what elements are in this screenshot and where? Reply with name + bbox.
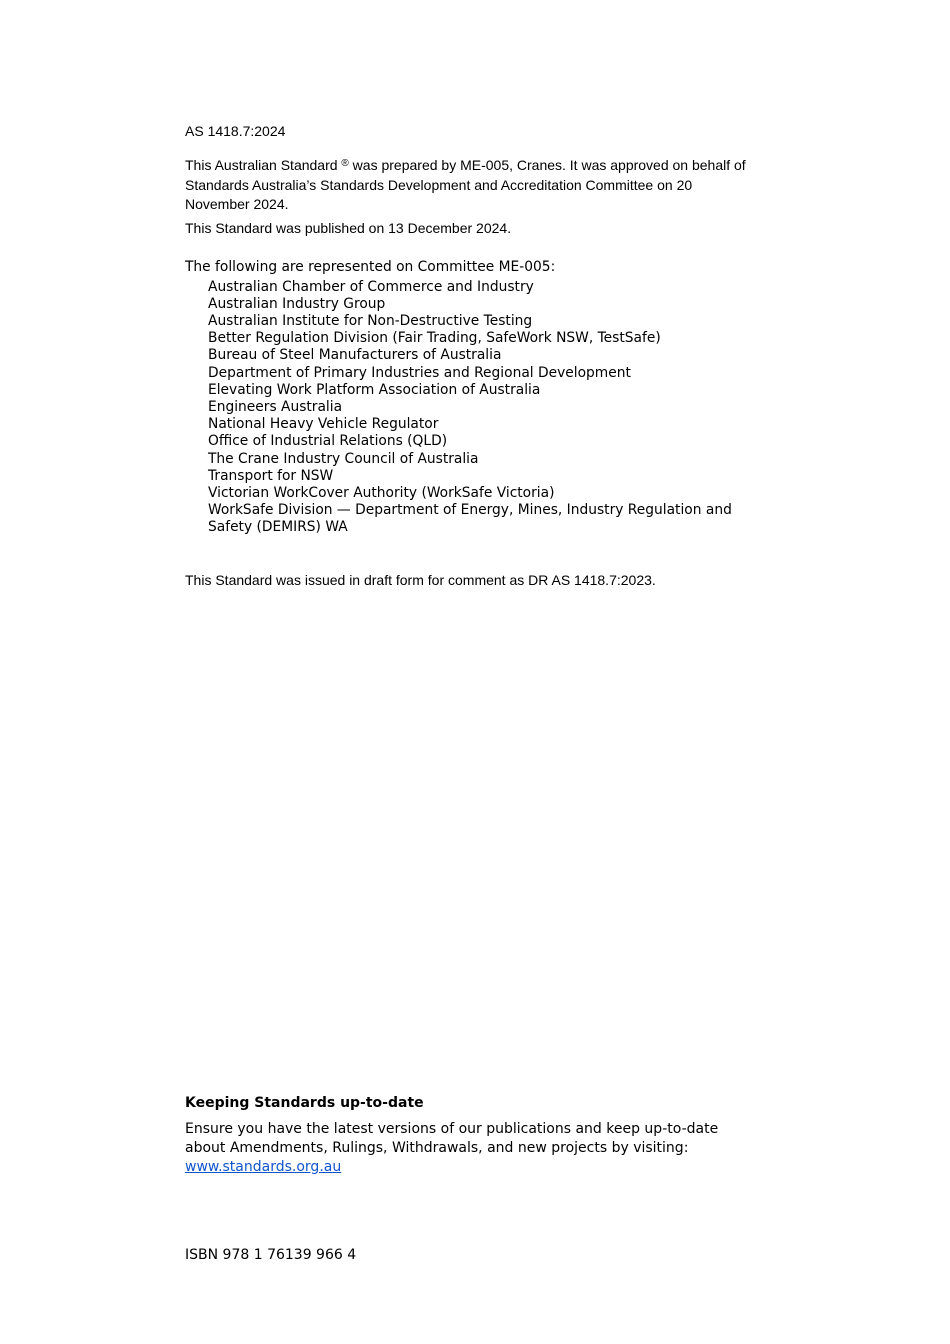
committee-member: Transport for NSW	[208, 467, 334, 484]
committee-member: Better Regulation Division (Fair Trading, SafeWork NSW, TestSafe)	[208, 330, 661, 347]
approval-statement	[185, 154, 760, 215]
committee-member: Australian Chamber of Commerce and Industry	[208, 278, 534, 295]
committee-member: WorkSafe Division — Department of Energy, Mines, Industry Regulation and Safety (DEMIRS) WA	[208, 502, 732, 536]
committee-member: Victorian WorkCover Authority (WorkSafe Victoria)	[208, 484, 555, 501]
keeping-up-to-date-text: Ensure you have the latest versions of our publications and keep up-to-date about Amendments, Rulings, Withdrawals, and new projects by visiting:	[185, 1121, 719, 1156]
committee-member: National Heavy Vehicle Regulator	[208, 416, 439, 433]
isbn: ISBN 978 1 76139 966 4	[185, 1247, 357, 1263]
committee-member: The Crane Industry Council of Australia	[208, 450, 479, 467]
standards-website-link[interactable]: www.standards.org.au	[185, 1159, 342, 1175]
registered-mark: ®	[341, 158, 349, 169]
committee-member: Australian Industry Group	[208, 295, 386, 312]
committee-member: Department of Primary Industries and Regional Development	[208, 364, 631, 381]
committee-member: Elevating Work Platform Association of Australia	[208, 381, 541, 398]
keeping-up-to-date-heading: Keeping Standards up-to-date	[185, 1095, 424, 1111]
committee-intro: The following are represented on Committee ME-005:	[185, 259, 556, 275]
draft-notice: This Standard was issued in draft form for comment as DR AS 1418.7:2023.	[185, 572, 656, 588]
approval-suffix: was prepared by ME-005, Cranes. It was approved on behalf of Standards Australia’s Standards Development and Accreditation Committee on 20 November 2024.	[185, 157, 746, 212]
committee-member-list	[185, 279, 765, 537]
approval-prefix: This Australian Standard	[185, 157, 342, 173]
committee-member: Office of Industrial Relations (QLD)	[208, 433, 448, 450]
committee-member: Engineers Australia	[208, 398, 343, 415]
committee-section	[185, 259, 765, 537]
committee-member: Australian Institute for Non-Destructive Testing	[208, 312, 533, 329]
standard-id: AS 1418.7:2024	[185, 123, 286, 139]
committee-member: Bureau of Steel Manufacturers of Australia	[208, 347, 502, 364]
keeping-up-to-date-body	[185, 1120, 760, 1177]
published-date: This Standard was published on 13 December 2024.	[185, 220, 512, 236]
